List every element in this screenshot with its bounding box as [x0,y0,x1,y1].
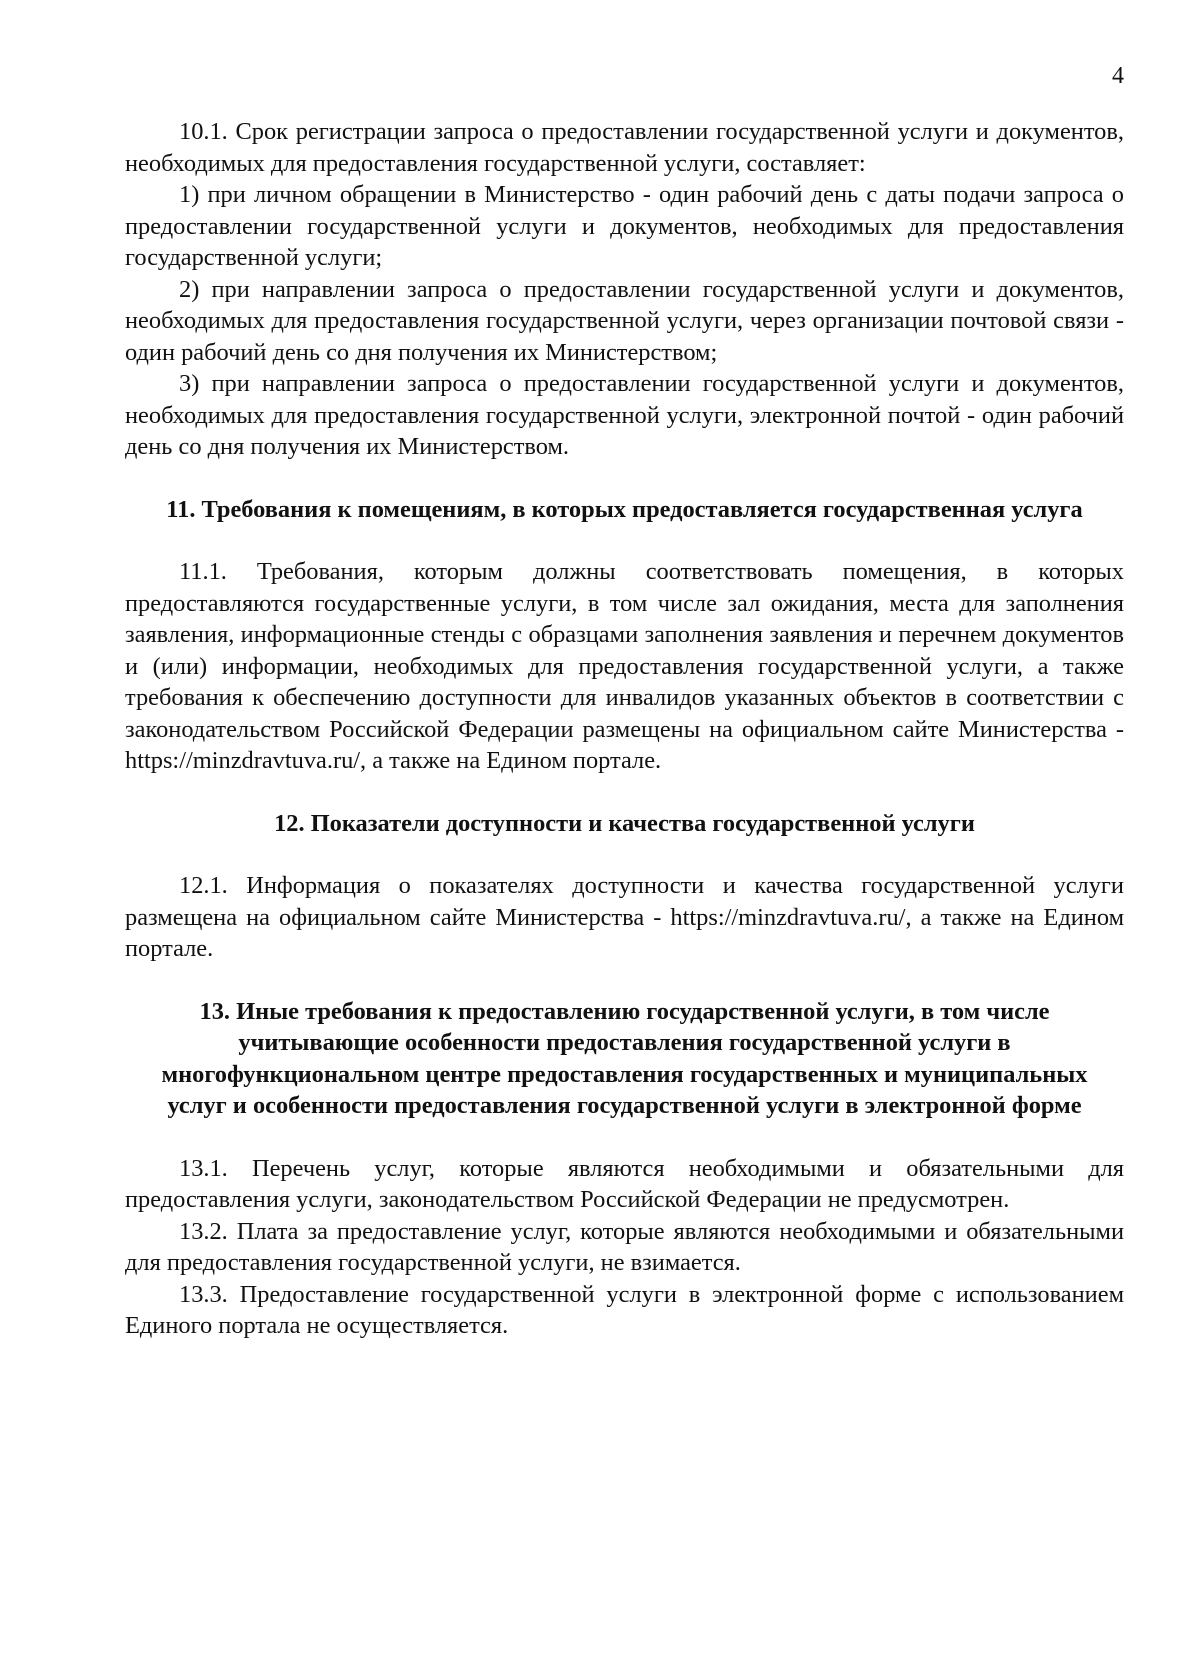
section-13 [125,996,1124,1342]
section-13-heading: 13. Иные требования к предоставлению государственной услуги, в том числе учитывающие особенности предоставления государственной услуги в многофункциональном центре предоставления государственных и муниципальных услуг и особенности предоставления государственной услуги в электронной форме [161,997,1088,1119]
section-11 [125,494,1124,777]
section-11-heading: 11. Требования к помещениям, в которых предоставляется государственная услуга [166,495,1083,523]
section-12 [125,808,1124,965]
paragraph-10-1-item-1: 1) при личном обращении в Министерство - один рабочий день с даты подачи запроса о предоставлении государственной услуги и документов, необходимых для предоставления государственной услуги; [125,181,1124,271]
paragraph-13-3: 13.3. Предоставление государственной услуги в электронной форме с использованием Единого портала не осуществляется. [125,1280,1124,1339]
paragraph-11-1: 11.1. Требования, которым должны соответствовать помещения, в которых предоставляются государственные услуги, в том числе зал ожидания, места для заполнения заявления, информационные стенды с образцами заполнения заявления и перечнем документов и (или) информации, необходимых для предоставления государственной услуги, а также требования к обеспечению доступности для инвалидов указанных объектов в соответствии с законодательством Российской Федерации размещены на официальном сайте Министерства - https://minzdravtuva.ru/, а также на Едином портале. [125,558,1124,774]
document-body [125,116,1124,1342]
section-12-heading: 12. Показатели доступности и качества государственной услуги [274,809,975,837]
paragraph-13-1: 13.1. Перечень услуг, которые являются необходимыми и обязательными для предоставления услуги, законодательством Российской Федерации не предусмотрен. [125,1154,1124,1213]
paragraph-10-1: 10.1. Срок регистрации запроса о предоставлении государственной услуги и документов, необходимых для предоставления государственной услуги, составляет: [125,118,1124,177]
paragraph-12-1: 12.1. Информация о показателях доступности и качества государственной услуги размещена на официальном сайте Министерства - https://minzdravtuva.ru/, а также на Едином портале. [125,872,1124,962]
section-10 [125,116,1124,463]
paragraph-10-1-item-3: 3) при направлении запроса о предоставлении государственной услуги и документов, необходимых для предоставления государственной услуги, электронной почтой - один рабочий день со дня получения их Министерством. [125,370,1124,460]
paragraph-10-1-item-2: 2) при направлении запроса о предоставлении государственной услуги и документов, необходимых для предоставления государственной услуги, через организации почтовой связи - один рабочий день со дня получения их Министерством; [125,275,1124,366]
paragraph-13-2: 13.2. Плата за предоставление услуг, которые являются необходимыми и обязательными для предоставления государственной услуги, не взимается. [125,1217,1124,1276]
page-number: 4 [1112,63,1124,89]
